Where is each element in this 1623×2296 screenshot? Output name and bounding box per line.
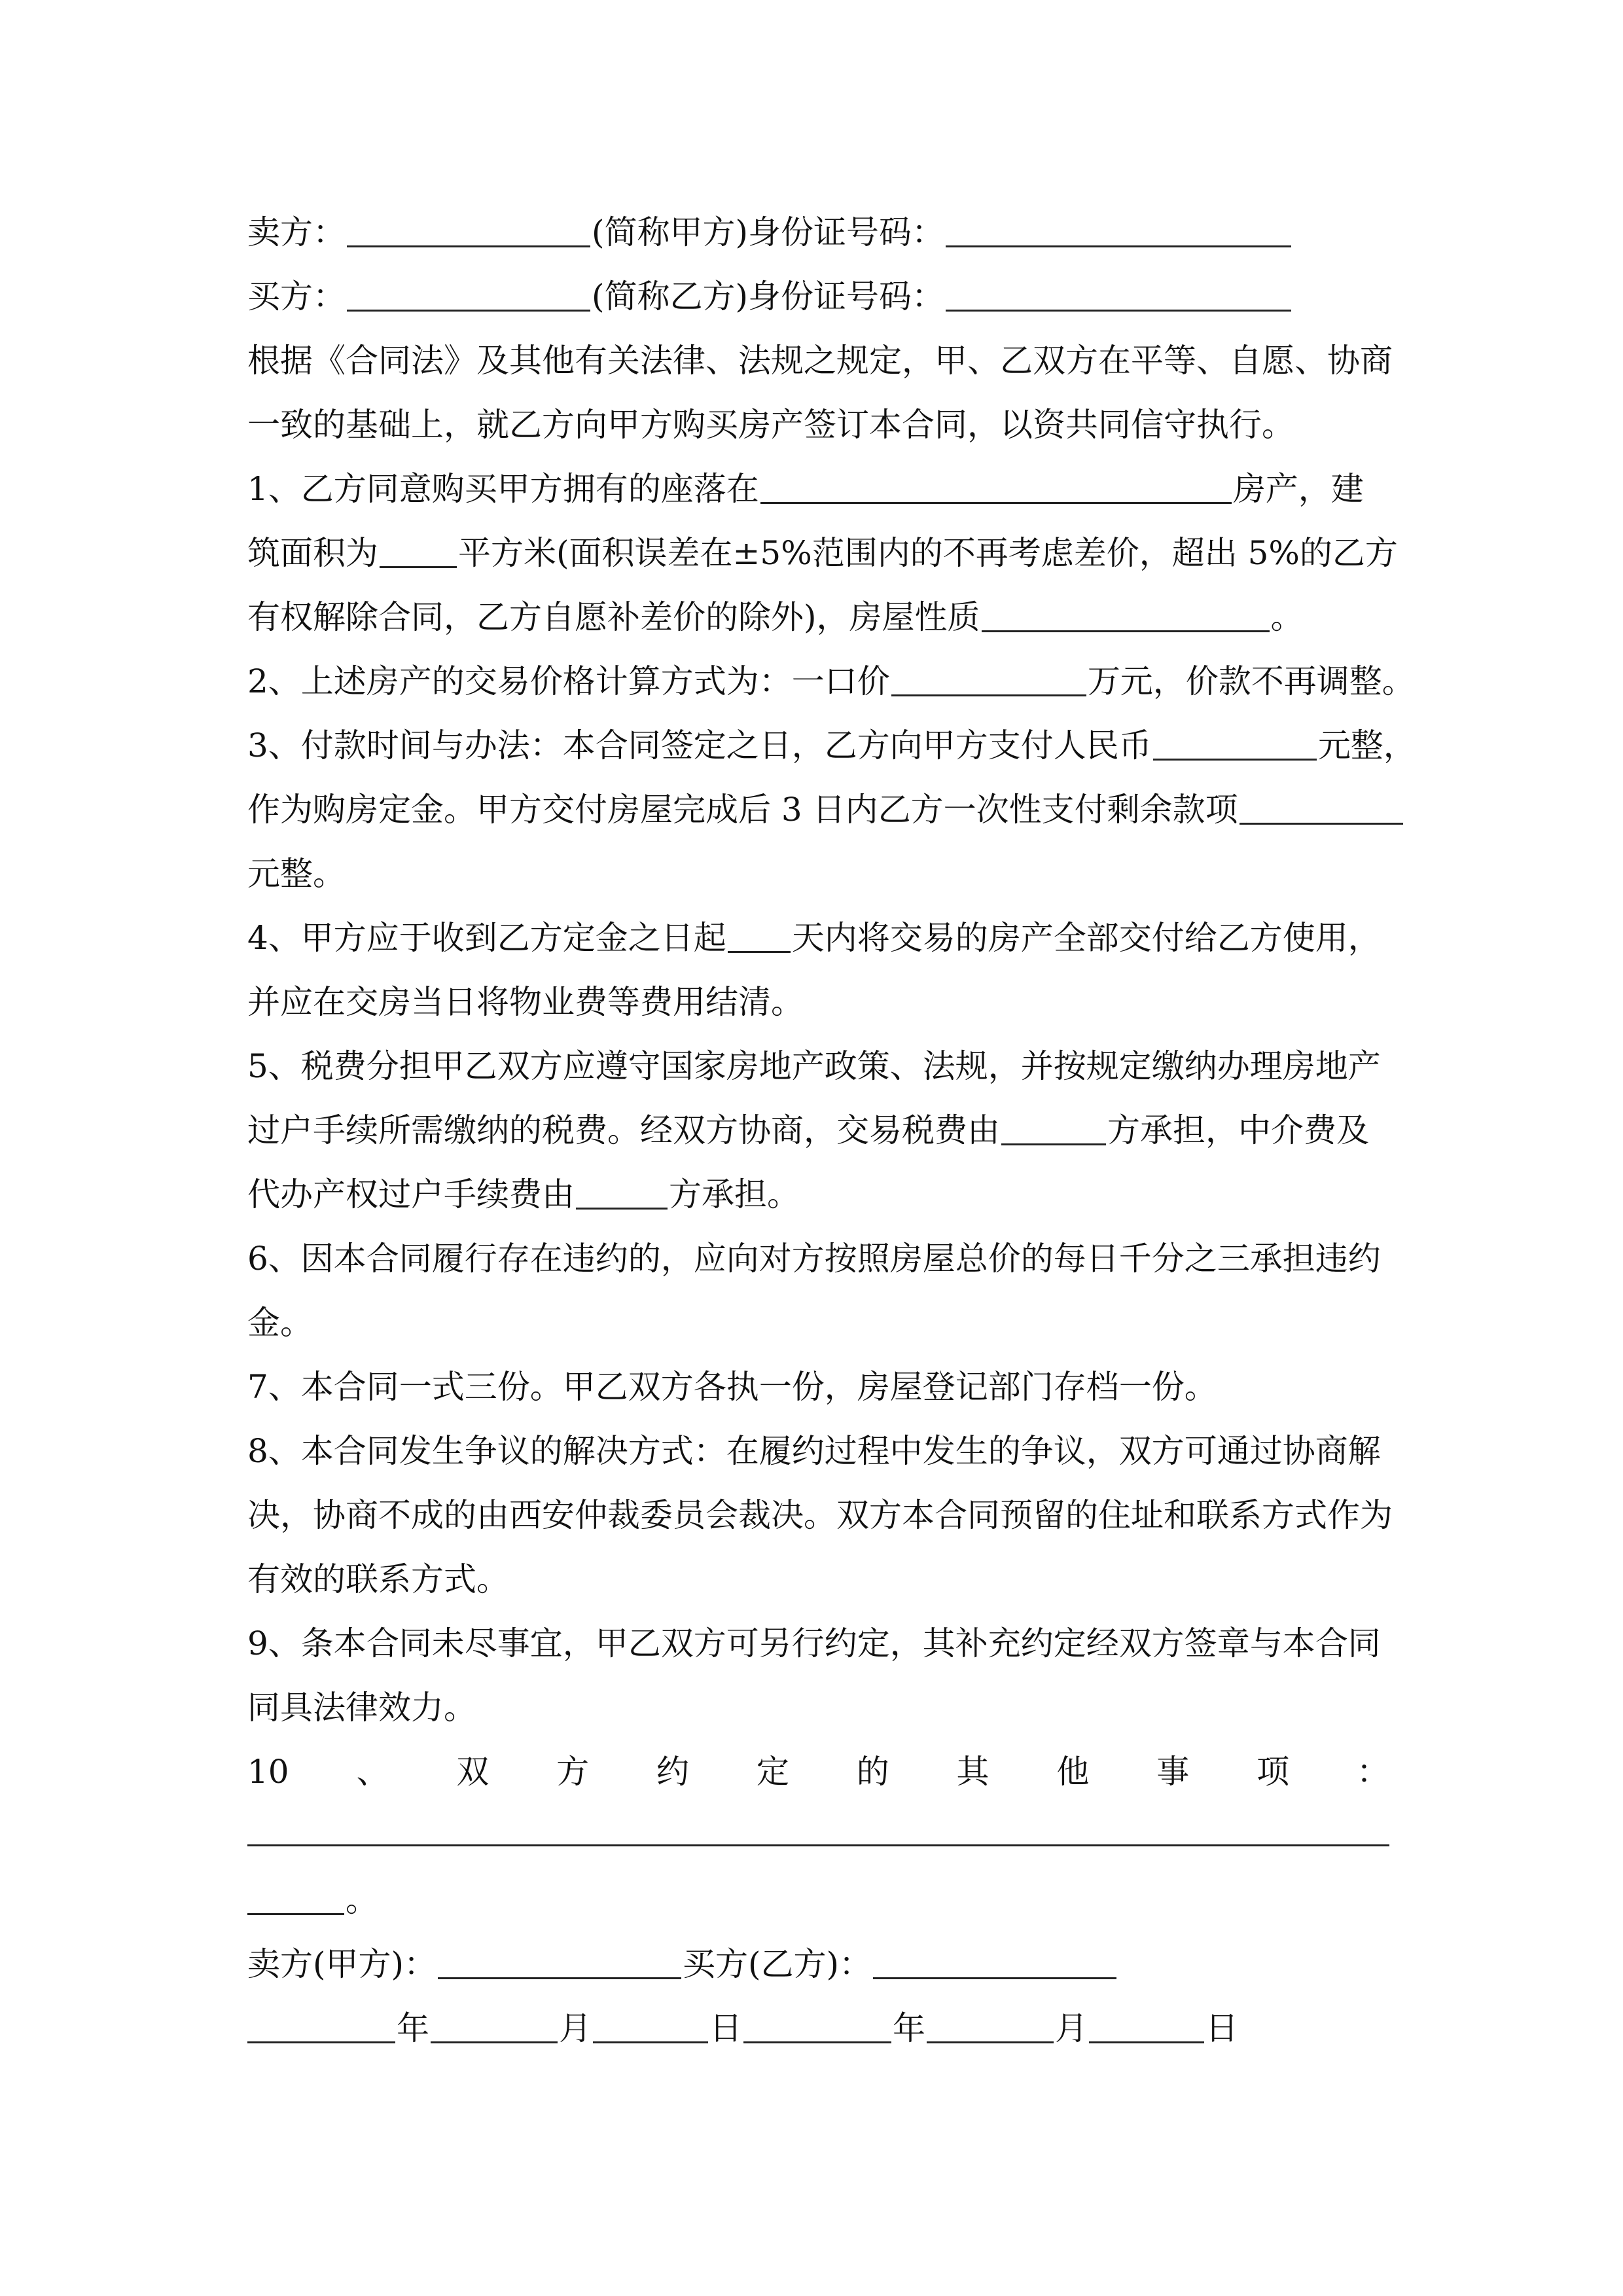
clause1-line-1 — [247, 457, 1389, 521]
property-location-blank[interactable] — [760, 472, 1232, 504]
area-blank[interactable] — [380, 536, 457, 568]
contract-body — [247, 200, 1416, 2060]
clause2-text-b: 万元，价款不再调整。 — [1087, 662, 1415, 700]
clause5-text-c: 方承担，中介费及 — [1107, 1111, 1369, 1149]
clause1-text-d: 平方米(面积误差在±5%范围内的不再考虑差价，超出 5%的乙方 — [458, 534, 1398, 572]
tax-party-blank[interactable] — [1001, 1113, 1106, 1145]
clause1-text-e: 有权解除合同，乙方自愿补差价的除外)，房屋性质 — [247, 598, 980, 636]
buyer-suffix: (简称乙方)身份证号码： — [592, 278, 945, 315]
clause7-line-1: 7、本合同一式三份。甲乙双方各执一份，房屋登记部门存档一份。 — [247, 1368, 1217, 1406]
seller-month-label: 月 — [559, 2009, 592, 2047]
clause3-line-1 — [247, 713, 1416, 778]
clause2-text-a: 2、上述房产的交易价格计算方式为：一口价 — [247, 662, 890, 700]
clause10-part: 定 — [756, 1753, 789, 1791]
clause2-line-1 — [247, 649, 1415, 713]
seller-year-label: 年 — [397, 2009, 429, 2047]
clause3-line-3: 元整。 — [247, 855, 346, 893]
clause10-part: 10 — [247, 1753, 289, 1791]
buyer-year-label: 年 — [893, 2009, 925, 2047]
intro-line-1: 根据《合同法》及其他有关法律、法规之规定，甲、乙双方在平等、自愿、协商 — [247, 342, 1393, 380]
delivery-days-blank[interactable] — [728, 921, 791, 953]
seller-line — [247, 200, 1389, 264]
seller-signature-label: 卖方(甲方)： — [247, 1945, 437, 1983]
buyer-day-blank[interactable] — [1089, 2011, 1204, 2043]
deposit-blank[interactable] — [1153, 728, 1317, 761]
clause10-part: ： — [1356, 1753, 1389, 1791]
clause5-line-2 — [247, 1098, 1389, 1162]
transfer-fee-party-blank[interactable] — [576, 1177, 668, 1210]
clause10-rule-row — [247, 1804, 1389, 1868]
buyer-month-blank[interactable] — [927, 2011, 1054, 2043]
seller-year-blank[interactable] — [247, 2011, 395, 2043]
clause5-text-b: 过户手续所需缴纳的税费。经双方协商，交易税费由 — [247, 1111, 1000, 1149]
clause3-text-a: 3、付款时间与办法：本合同签定之日，乙方向甲方支付人民币 — [247, 726, 1152, 764]
other-matters-blank[interactable] — [247, 1804, 1389, 1846]
buyer-day-label: 日 — [1205, 2009, 1238, 2047]
buyer-label: 买方： — [247, 278, 346, 315]
clause10-part: 双 — [456, 1753, 490, 1791]
clause10-part: 、 — [356, 1753, 389, 1791]
price-blank[interactable] — [891, 664, 1086, 696]
property-nature-blank[interactable] — [982, 600, 1270, 632]
buyer-year-blank[interactable] — [743, 2011, 891, 2043]
clause5-text-e: 方承担。 — [669, 1175, 800, 1213]
seller-day-label: 日 — [709, 2009, 742, 2047]
clause9-line-2: 同具法律效力。 — [247, 1689, 476, 1727]
clause4-text-a: 4、甲方应于收到乙方定金之日起 — [247, 919, 726, 957]
seller-day-blank[interactable] — [593, 2011, 708, 2043]
clause1-text-f: 。 — [1270, 598, 1304, 636]
signature-line — [247, 1932, 1389, 1996]
clause10-part: 其 — [956, 1753, 990, 1791]
clause8-line-2: 决，协商不成的由西安仲裁委员会裁决。双方本合同预留的住址和联系方式作为 — [247, 1496, 1393, 1534]
clause10-part: 他 — [1056, 1753, 1090, 1791]
seller-name-blank[interactable] — [347, 215, 590, 247]
clause8-line-1: 8、本合同发生争议的解决方式：在履约过程中发生的争议，双方可通过协商解 — [247, 1432, 1381, 1470]
clause1-text-a: 1、乙方同意购买甲方拥有的座落在 — [247, 470, 759, 508]
clause3-text-b: 元整， — [1317, 726, 1416, 764]
remaining-payment-blank[interactable] — [1240, 793, 1403, 825]
clause1-line-2 — [247, 521, 1398, 585]
buyer-month-label: 月 — [1055, 2009, 1088, 2047]
date-line — [247, 1996, 1389, 2060]
clause10-end: 。 — [346, 1881, 378, 1919]
clause4-line-2: 并应在交房当日将物业费等费用结清。 — [247, 983, 804, 1021]
clause3-line-2 — [247, 778, 1389, 842]
buyer-signature-blank[interactable] — [873, 1947, 1116, 1979]
clause5-line-1: 5、税费分担甲乙双方应遵守国家房地产政策、法规，并按规定缴纳办理房地产 — [247, 1047, 1381, 1085]
clause3-text-c: 作为购房定金。甲方交付房屋完成后 3 日内乙方一次性支付剩余款项 — [247, 791, 1238, 829]
clause6-line-1: 6、因本合同履行存在违约的，应向对方按照房屋总价的每日千分之三承担违约 — [247, 1240, 1381, 1278]
clause6-line-2: 金。 — [247, 1304, 313, 1342]
clause4-text-b: 天内将交易的房产全部交付给乙方使用， — [791, 919, 1381, 957]
buyer-signature-label: 买方(乙方)： — [683, 1945, 872, 1983]
clause1-text-b: 房产，建 — [1232, 470, 1364, 508]
intro-line-2: 一致的基础上，就乙方向甲方购买房产签订本合同，以资共同信守执行。 — [247, 406, 1294, 444]
clause10-part: 事 — [1156, 1753, 1190, 1791]
clause5-text-d: 代办产权过户手续费由 — [247, 1175, 575, 1213]
clause10-part: 项 — [1257, 1753, 1290, 1791]
clause1-line-3 — [247, 585, 1389, 649]
seller-month-blank[interactable] — [431, 2011, 558, 2043]
seller-id-blank[interactable] — [946, 215, 1291, 247]
clause10-part: 的 — [856, 1753, 889, 1791]
buyer-name-blank[interactable] — [347, 279, 590, 312]
seller-signature-blank[interactable] — [438, 1947, 681, 1979]
seller-suffix: (简称甲方)身份证号码： — [592, 213, 945, 251]
clause10-part: 约 — [656, 1753, 689, 1791]
clause5-line-3 — [247, 1162, 1389, 1227]
buyer-line — [247, 264, 1389, 329]
clause1-text-c: 筑面积为 — [247, 534, 378, 572]
clause9-line-1: 9、条本合同未尽事宜，甲乙双方可另行约定，其补充约定经双方签章与本合同 — [247, 1624, 1381, 1662]
buyer-id-blank[interactable] — [946, 279, 1291, 312]
clause8-line-3: 有效的联系方式。 — [247, 1560, 509, 1598]
other-matters-tail-blank[interactable] — [247, 1883, 344, 1915]
seller-label: 卖方： — [247, 213, 346, 251]
clause10-end-line — [247, 1868, 1389, 1932]
clause10-part: 方 — [556, 1753, 590, 1791]
clause4-line-1 — [247, 906, 1389, 970]
clause10-heading — [247, 1740, 1389, 1804]
